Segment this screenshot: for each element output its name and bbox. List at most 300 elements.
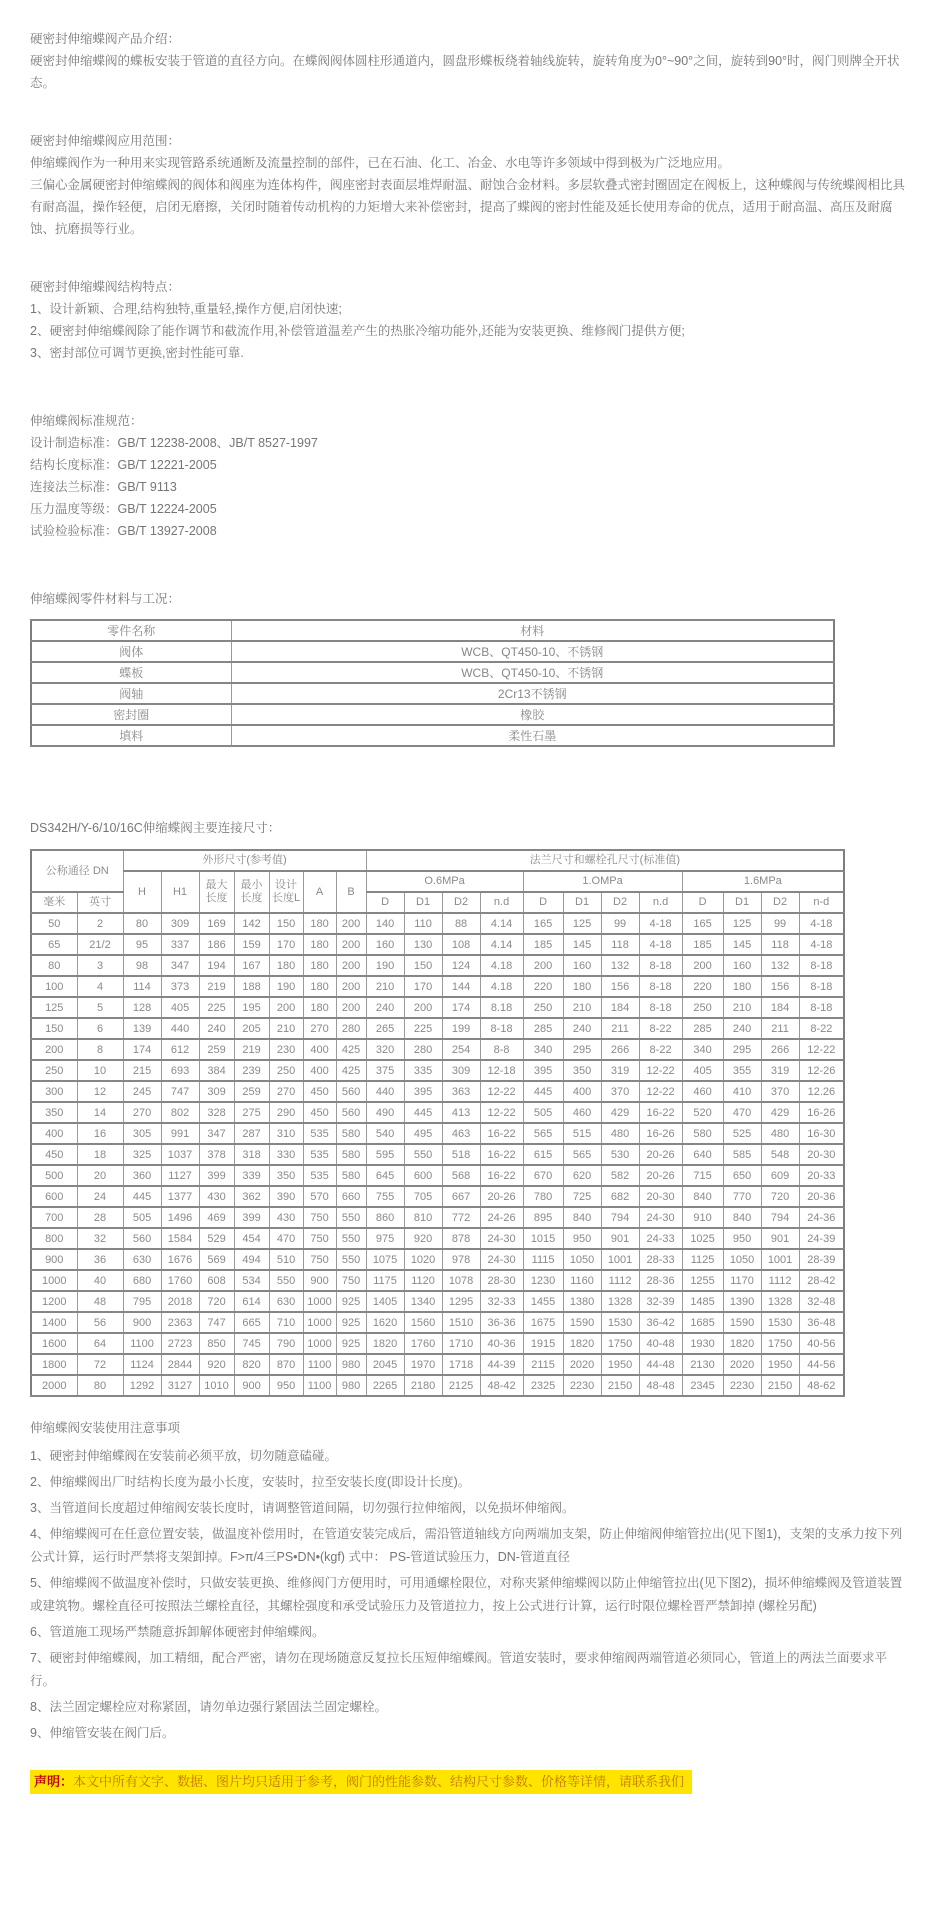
table-cell: 285 bbox=[523, 1018, 563, 1039]
feature-item: 3、密封部位可调节更换,密封性能可靠. bbox=[30, 346, 244, 360]
table-cell: 8-18 bbox=[799, 997, 844, 1018]
table-cell: 534 bbox=[234, 1270, 269, 1291]
table-cell: 600 bbox=[404, 1165, 442, 1186]
table-cell: 1400 bbox=[31, 1312, 77, 1333]
table-cell: 240 bbox=[723, 1018, 761, 1039]
table-cell: 170 bbox=[404, 976, 442, 997]
table-cell: 347 bbox=[199, 1123, 234, 1144]
intro-paragraph: 硬密封伸缩蝶阀的蝶板安装于管道的直径方向。在蝶阀阀体圆柱形通道内，圆盘形蝶板绕着轴线旋转，旋转角度为0°~90°之间，旋转到90°时，阀门则牌全开状态。 bbox=[30, 54, 900, 90]
table-cell: 399 bbox=[234, 1207, 269, 1228]
table-cell: 4-18 bbox=[639, 913, 682, 934]
table-cell: 1675 bbox=[523, 1312, 563, 1333]
features-list bbox=[30, 298, 910, 364]
table-cell: 200 bbox=[269, 997, 303, 1018]
table-cell: 430 bbox=[199, 1186, 234, 1207]
table-row bbox=[31, 1186, 844, 1207]
dim-col-a: A bbox=[303, 871, 336, 913]
table-cell: 200 bbox=[336, 934, 366, 955]
table-cell: 1125 bbox=[682, 1249, 723, 1270]
table-cell: 220 bbox=[523, 976, 563, 997]
table-row bbox=[31, 1270, 844, 1291]
dim-group-p10: 1.OMPa bbox=[523, 871, 682, 892]
table-cell: 210 bbox=[563, 997, 601, 1018]
table-cell: 16-22 bbox=[480, 1165, 523, 1186]
table-cell: 340 bbox=[682, 1039, 723, 1060]
table-cell: 1970 bbox=[404, 1354, 442, 1375]
table-cell: 48-48 bbox=[639, 1375, 682, 1396]
table-cell: 99 bbox=[761, 913, 799, 934]
table-cell: 1760 bbox=[161, 1270, 199, 1291]
table-cell: 1000 bbox=[303, 1333, 336, 1354]
table-cell: 1112 bbox=[761, 1270, 799, 1291]
table-cell: 4.18 bbox=[480, 976, 523, 997]
table-cell: 373 bbox=[161, 976, 199, 997]
table-cell: 20 bbox=[77, 1165, 123, 1186]
table-cell: 980 bbox=[336, 1375, 366, 1396]
table-cell: 480 bbox=[761, 1123, 799, 1144]
table-cell: 215 bbox=[123, 1060, 161, 1081]
table-cell: 114 bbox=[123, 976, 161, 997]
table-cell: 925 bbox=[336, 1291, 366, 1312]
table-cell: 1050 bbox=[563, 1249, 601, 1270]
table-cell: 445 bbox=[404, 1102, 442, 1123]
table-cell: 265 bbox=[366, 1018, 404, 1039]
table-cell: 2130 bbox=[682, 1354, 723, 1375]
dim-col-p06-d2: D2 bbox=[442, 892, 480, 913]
table-cell: 480 bbox=[601, 1123, 639, 1144]
table-cell: 900 bbox=[31, 1249, 77, 1270]
section-intro bbox=[30, 28, 910, 94]
table-cell: 219 bbox=[199, 976, 234, 997]
table-cell: 124 bbox=[442, 955, 480, 976]
table-cell: 145 bbox=[563, 934, 601, 955]
table-cell: 184 bbox=[601, 997, 639, 1018]
table-cell: 4-18 bbox=[639, 934, 682, 955]
table-cell: 1676 bbox=[161, 1249, 199, 1270]
dim-col-p16-d1: D1 bbox=[723, 892, 761, 913]
table-cell: 8-22 bbox=[639, 1018, 682, 1039]
table-cell: 24-39 bbox=[799, 1228, 844, 1249]
table-cell: 180 bbox=[269, 955, 303, 976]
table-cell: 505 bbox=[523, 1102, 563, 1123]
table-cell: 72 bbox=[77, 1354, 123, 1375]
table-cell: 108 bbox=[442, 934, 480, 955]
table-cell: 614 bbox=[234, 1291, 269, 1312]
table-cell: 490 bbox=[366, 1102, 404, 1123]
table-cell: 190 bbox=[269, 976, 303, 997]
table-cell: 8-18 bbox=[480, 1018, 523, 1039]
table-cell: 190 bbox=[366, 955, 404, 976]
table-cell: 410 bbox=[723, 1081, 761, 1102]
table-cell: 1530 bbox=[761, 1312, 799, 1333]
table-cell: 254 bbox=[442, 1039, 480, 1060]
table-cell: 340 bbox=[523, 1039, 563, 1060]
table-cell: 188 bbox=[234, 976, 269, 997]
table-cell: 200 bbox=[682, 955, 723, 976]
table-cell: 1718 bbox=[442, 1354, 480, 1375]
table-cell: 1120 bbox=[404, 1270, 442, 1291]
table-cell: 8-18 bbox=[639, 997, 682, 1018]
intro-heading: 硬密封伸缩蝶阀产品介绍： bbox=[30, 32, 181, 46]
feature-item: 1、设计新颖、合理,结构独特,重量轻,操作方便,启闭快速; bbox=[30, 302, 342, 316]
table-cell: 399 bbox=[199, 1165, 234, 1186]
table-cell: 266 bbox=[761, 1039, 799, 1060]
note-item: 8、法兰固定螺栓应对称紧固，请勿单边强行紧固法兰固定螺栓。 bbox=[30, 1700, 387, 1714]
table-cell: 535 bbox=[303, 1144, 336, 1165]
table-cell: 550 bbox=[336, 1207, 366, 1228]
table-cell: 450 bbox=[303, 1081, 336, 1102]
table-cell: 802 bbox=[161, 1102, 199, 1123]
table-cell: 2265 bbox=[366, 1375, 404, 1396]
table-cell: 1930 bbox=[682, 1333, 723, 1354]
table-cell: 1584 bbox=[161, 1228, 199, 1249]
table-cell: 580 bbox=[336, 1165, 366, 1186]
materials-col-material: 材料 bbox=[231, 620, 834, 641]
table-cell: 560 bbox=[123, 1228, 161, 1249]
table-cell: 600 bbox=[31, 1186, 77, 1207]
table-cell: 450 bbox=[31, 1144, 77, 1165]
table-cell: 460 bbox=[563, 1102, 601, 1123]
table-cell: 1328 bbox=[761, 1291, 799, 1312]
application-paragraph: 三偏心金属硬密封伸缩蝶阀的阀体和阀座为连体构件，阀座密封表面层堆焊耐温、耐蚀合金材料。多层软叠式密封圈固定在阀板上，这种蝶阀与传统蝶阀相比具有耐高温，操作轻便，启闭无磨擦，关闭时随着传动机构的力矩增大来补偿密封，提高了蝶阀的密封性能及延长使用寿命的优点，适用于耐高温、高压及耐腐蚀、抗磨损等行业。 bbox=[30, 178, 906, 236]
table-cell: 550 bbox=[269, 1270, 303, 1291]
table-cell: 8-22 bbox=[639, 1039, 682, 1060]
table-cell: 2230 bbox=[563, 1375, 601, 1396]
table-cell: 840 bbox=[723, 1207, 761, 1228]
table-cell: 1000 bbox=[31, 1270, 77, 1291]
table-cell: 180 bbox=[303, 934, 336, 955]
table-row bbox=[31, 1375, 844, 1396]
table-cell: 4-18 bbox=[799, 913, 844, 934]
table-cell: 630 bbox=[123, 1249, 161, 1270]
section-dimensions bbox=[30, 817, 910, 1397]
table-cell: 132 bbox=[601, 955, 639, 976]
standard-item: 连接法兰标准：GB/T 9113 bbox=[30, 480, 177, 494]
table-cell: 210 bbox=[269, 1018, 303, 1039]
table-cell: 400 bbox=[563, 1081, 601, 1102]
table-cell: 320 bbox=[366, 1039, 404, 1060]
table-cell: 156 bbox=[601, 976, 639, 997]
table-cell: 400 bbox=[303, 1060, 336, 1081]
note-item: 4、伸缩蝶阀可在任意位置安装，做温度补偿用时，在管道安装完成后，需沿管道轴线方向两端加支架，防止伸缩阀伸缩管拉出(见下图1)，支架的支承力按下列公式计算，运行时严禁将支架卸掉。F>π/4三PS•DN•(kgf) 式中： PS-管道试验压力，DN-管道直径 bbox=[30, 1527, 903, 1564]
table-cell: 1127 bbox=[161, 1165, 199, 1186]
table-cell: 2125 bbox=[442, 1375, 480, 1396]
table-cell: 794 bbox=[601, 1207, 639, 1228]
table-cell: 355 bbox=[723, 1060, 761, 1081]
table-cell: 98 bbox=[123, 955, 161, 976]
table-cell: 240 bbox=[366, 997, 404, 1018]
table-cell: 615 bbox=[523, 1144, 563, 1165]
dim-col-p10-nd: n.d bbox=[639, 892, 682, 913]
table-cell: 36-36 bbox=[480, 1312, 523, 1333]
table-cell: 335 bbox=[404, 1060, 442, 1081]
table-cell: 32-39 bbox=[639, 1291, 682, 1312]
standard-item: 结构长度标准：GB/T 12221-2005 bbox=[30, 458, 217, 472]
table-cell: 413 bbox=[442, 1102, 480, 1123]
table-cell: 184 bbox=[761, 997, 799, 1018]
table-cell: 1590 bbox=[563, 1312, 601, 1333]
table-cell: 28 bbox=[77, 1207, 123, 1228]
table-cell: 174 bbox=[123, 1039, 161, 1060]
table-cell: 1496 bbox=[161, 1207, 199, 1228]
table-cell: 柔性石墨 bbox=[231, 725, 834, 746]
dim-col-h1: H1 bbox=[161, 871, 199, 913]
table-cell: 199 bbox=[442, 1018, 480, 1039]
table-row bbox=[31, 1081, 844, 1102]
table-cell: 250 bbox=[682, 997, 723, 1018]
table-cell: 300 bbox=[31, 1081, 77, 1102]
table-cell: 密封圈 bbox=[31, 704, 231, 725]
table-cell: 405 bbox=[682, 1060, 723, 1081]
table-cell: 28-36 bbox=[639, 1270, 682, 1291]
table-cell: 1380 bbox=[563, 1291, 601, 1312]
table-cell: 139 bbox=[123, 1018, 161, 1039]
table-cell: 80 bbox=[77, 1375, 123, 1396]
standard-item: 压力温度等级：GB/T 12224-2005 bbox=[30, 502, 217, 516]
table-cell: 142 bbox=[234, 913, 269, 934]
table-cell: 239 bbox=[234, 1060, 269, 1081]
table-row bbox=[31, 683, 834, 704]
table-cell: 20-36 bbox=[799, 1186, 844, 1207]
table-cell: 211 bbox=[761, 1018, 799, 1039]
table-cell: 12 bbox=[77, 1081, 123, 1102]
table-row bbox=[31, 997, 844, 1018]
table-cell: 350 bbox=[563, 1060, 601, 1081]
table-cell: 4 bbox=[77, 976, 123, 997]
table-cell: 40-48 bbox=[639, 1333, 682, 1354]
table-cell: 160 bbox=[723, 955, 761, 976]
table-cell: 99 bbox=[601, 913, 639, 934]
table-cell: 790 bbox=[269, 1333, 303, 1354]
table-cell: 230 bbox=[269, 1039, 303, 1060]
table-cell: 24-26 bbox=[480, 1207, 523, 1228]
table-cell: 24-36 bbox=[799, 1207, 844, 1228]
table-cell: 1820 bbox=[563, 1333, 601, 1354]
table-cell: 715 bbox=[682, 1165, 723, 1186]
table-cell: 429 bbox=[761, 1102, 799, 1123]
table-cell: 21/2 bbox=[77, 934, 123, 955]
table-cell: 12.26 bbox=[799, 1081, 844, 1102]
dim-col-p06-nd: n.d bbox=[480, 892, 523, 913]
table-cell: 1915 bbox=[523, 1333, 563, 1354]
table-cell: 650 bbox=[723, 1165, 761, 1186]
table-cell: 525 bbox=[723, 1123, 761, 1144]
table-cell: 125 bbox=[723, 913, 761, 934]
table-row bbox=[31, 1354, 844, 1375]
table-cell: 780 bbox=[523, 1186, 563, 1207]
table-cell: 548 bbox=[761, 1144, 799, 1165]
table-cell: 285 bbox=[682, 1018, 723, 1039]
table-cell: 20-26 bbox=[480, 1186, 523, 1207]
dimensions-table-body bbox=[31, 913, 844, 1396]
table-row bbox=[31, 1018, 844, 1039]
table-cell: 174 bbox=[442, 997, 480, 1018]
table-cell: 612 bbox=[161, 1039, 199, 1060]
table-cell: 2844 bbox=[161, 1354, 199, 1375]
table-cell: 4.18 bbox=[480, 955, 523, 976]
table-cell: 16-22 bbox=[639, 1102, 682, 1123]
table-cell: 1620 bbox=[366, 1312, 404, 1333]
table-cell: 32-48 bbox=[799, 1291, 844, 1312]
table-cell: 64 bbox=[77, 1333, 123, 1354]
table-cell: 901 bbox=[761, 1228, 799, 1249]
table-cell: 275 bbox=[234, 1102, 269, 1123]
materials-table bbox=[30, 619, 835, 747]
table-cell: 180 bbox=[303, 955, 336, 976]
table-cell: 1020 bbox=[404, 1249, 442, 1270]
table-cell: 450 bbox=[303, 1102, 336, 1123]
table-cell: 28-30 bbox=[480, 1270, 523, 1291]
table-cell: 1560 bbox=[404, 1312, 442, 1333]
table-cell: 阀轴 bbox=[31, 683, 231, 704]
table-cell: 125 bbox=[563, 913, 601, 934]
table-cell: 36-48 bbox=[799, 1312, 844, 1333]
table-cell: 378 bbox=[199, 1144, 234, 1165]
table-cell: 295 bbox=[723, 1039, 761, 1060]
table-cell: 210 bbox=[366, 976, 404, 997]
table-cell: 570 bbox=[303, 1186, 336, 1207]
table-cell: 245 bbox=[123, 1081, 161, 1102]
table-cell: 8-8 bbox=[480, 1039, 523, 1060]
table-cell: 180 bbox=[563, 976, 601, 997]
table-cell: 12-22 bbox=[480, 1102, 523, 1123]
table-cell: 400 bbox=[31, 1123, 77, 1144]
table-row bbox=[31, 1060, 844, 1081]
table-cell: 645 bbox=[366, 1165, 404, 1186]
table-cell: 128 bbox=[123, 997, 161, 1018]
table-cell: 720 bbox=[199, 1291, 234, 1312]
note-item: 6、管道施工现场严禁随意拆卸解体硬密封伸缩蝶阀。 bbox=[30, 1625, 325, 1639]
table-cell: WCB、QT450-10、不锈钢 bbox=[231, 662, 834, 683]
table-cell: 12-18 bbox=[480, 1060, 523, 1081]
table-cell: 5 bbox=[77, 997, 123, 1018]
table-cell: 4.14 bbox=[480, 934, 523, 955]
note-item: 9、伸缩管安装在阀门后。 bbox=[30, 1726, 175, 1740]
dim-group-p06: O.6MPa bbox=[366, 871, 523, 892]
table-cell: 2150 bbox=[601, 1375, 639, 1396]
table-cell: 220 bbox=[682, 976, 723, 997]
table-cell: 660 bbox=[336, 1186, 366, 1207]
table-cell: 900 bbox=[123, 1312, 161, 1333]
table-cell: 36 bbox=[77, 1249, 123, 1270]
dim-col-p10-d: D bbox=[523, 892, 563, 913]
disclaimer-label: 声明： bbox=[34, 1774, 74, 1789]
table-cell: 454 bbox=[234, 1228, 269, 1249]
table-cell: 145 bbox=[723, 934, 761, 955]
table-cell: 36-42 bbox=[639, 1312, 682, 1333]
table-cell: 16-26 bbox=[639, 1123, 682, 1144]
table-cell: 370 bbox=[761, 1081, 799, 1102]
section-features bbox=[30, 276, 910, 364]
dim-group-flange: 法兰尺寸和螺栓孔尺寸(标准值) bbox=[366, 850, 844, 871]
table-cell: 925 bbox=[336, 1312, 366, 1333]
table-cell: 950 bbox=[269, 1375, 303, 1396]
table-cell: 405 bbox=[161, 997, 199, 1018]
table-cell: 560 bbox=[336, 1102, 366, 1123]
dim-col-designlen: 设计长度L bbox=[269, 871, 303, 913]
table-cell: 725 bbox=[563, 1186, 601, 1207]
table-cell: 259 bbox=[234, 1081, 269, 1102]
table-cell: 88 bbox=[442, 913, 480, 934]
table-cell: 360 bbox=[123, 1165, 161, 1186]
table-cell: 125 bbox=[31, 997, 77, 1018]
table-cell: 550 bbox=[404, 1144, 442, 1165]
table-cell: 24-33 bbox=[639, 1228, 682, 1249]
table-cell: 820 bbox=[234, 1354, 269, 1375]
table-cell: 1710 bbox=[442, 1333, 480, 1354]
section-notes bbox=[30, 1417, 910, 1745]
table-cell: 339 bbox=[234, 1165, 269, 1186]
table-cell: 1200 bbox=[31, 1291, 77, 1312]
table-cell: 500 bbox=[31, 1165, 77, 1186]
intro-paragraphs bbox=[30, 50, 910, 94]
table-cell: 1590 bbox=[723, 1312, 761, 1333]
table-row bbox=[31, 662, 834, 683]
table-cell: 1010 bbox=[199, 1375, 234, 1396]
dim-col-h: H bbox=[123, 871, 161, 913]
table-cell: 32-33 bbox=[480, 1291, 523, 1312]
table-cell: 309 bbox=[199, 1081, 234, 1102]
dim-col-p06-d1: D1 bbox=[404, 892, 442, 913]
table-cell: 1075 bbox=[366, 1249, 404, 1270]
table-cell: 430 bbox=[269, 1207, 303, 1228]
table-cell: 1112 bbox=[601, 1270, 639, 1291]
table-cell: 772 bbox=[442, 1207, 480, 1228]
table-cell: 900 bbox=[303, 1270, 336, 1291]
table-cell: 20-30 bbox=[799, 1144, 844, 1165]
table-cell: 1000 bbox=[303, 1312, 336, 1333]
table-cell: 850 bbox=[199, 1333, 234, 1354]
table-cell: 80 bbox=[31, 955, 77, 976]
disclaimer-bar bbox=[30, 1770, 692, 1794]
dim-col-dn: 公称通径 DN bbox=[31, 850, 123, 892]
table-cell: 48-42 bbox=[480, 1375, 523, 1396]
table-cell: 895 bbox=[523, 1207, 563, 1228]
table-cell: 580 bbox=[682, 1123, 723, 1144]
table-cell: 670 bbox=[523, 1165, 563, 1186]
table-cell: 540 bbox=[366, 1123, 404, 1144]
table-cell: 1124 bbox=[123, 1354, 161, 1375]
table-cell: 1295 bbox=[442, 1291, 480, 1312]
table-cell: 705 bbox=[404, 1186, 442, 1207]
table-cell: 840 bbox=[563, 1207, 601, 1228]
table-cell: 330 bbox=[269, 1144, 303, 1165]
table-cell: 48 bbox=[77, 1291, 123, 1312]
notes-heading: 伸缩蝶阀安装使用注意事项 bbox=[30, 1421, 181, 1435]
table-cell: 370 bbox=[601, 1081, 639, 1102]
table-cell: 550 bbox=[336, 1249, 366, 1270]
table-cell: 750 bbox=[303, 1249, 336, 1270]
table-cell: 2325 bbox=[523, 1375, 563, 1396]
table-cell: 1750 bbox=[601, 1333, 639, 1354]
table-cell: 950 bbox=[723, 1228, 761, 1249]
table-cell: 747 bbox=[199, 1312, 234, 1333]
table-cell: 494 bbox=[234, 1249, 269, 1270]
table-cell: 118 bbox=[761, 934, 799, 955]
table-cell: 150 bbox=[404, 955, 442, 976]
table-cell: 795 bbox=[123, 1291, 161, 1312]
table-cell: 1292 bbox=[123, 1375, 161, 1396]
table-cell: 16-22 bbox=[480, 1123, 523, 1144]
table-cell: 910 bbox=[682, 1207, 723, 1228]
table-cell: 900 bbox=[234, 1375, 269, 1396]
table-cell: 194 bbox=[199, 955, 234, 976]
table-cell: 1015 bbox=[523, 1228, 563, 1249]
table-cell: 150 bbox=[31, 1018, 77, 1039]
table-cell: 6 bbox=[77, 1018, 123, 1039]
table-cell: 350 bbox=[269, 1165, 303, 1186]
table-row bbox=[31, 976, 844, 997]
